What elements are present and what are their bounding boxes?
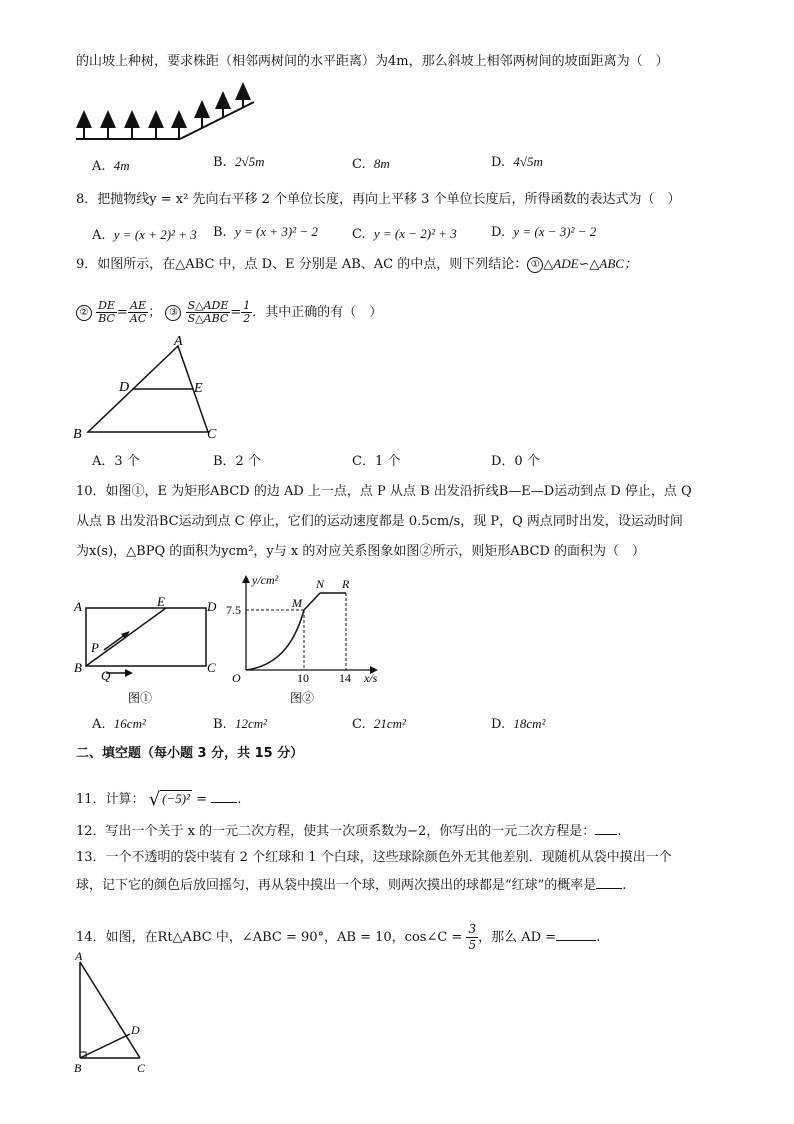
fig1-label-b: B (74, 660, 82, 675)
label-b: B (73, 427, 82, 442)
label-e: E (194, 381, 203, 396)
fig2-tick-7-5: 7.5 (226, 603, 241, 617)
fig1-label-a: A (74, 599, 82, 614)
fig1-label-c: C (207, 660, 216, 675)
q10-line3: 为x(s)，△BPQ 的面积为ycm²，y与 x 的对应关系图象如图②所示，则矩形ABCD 的面积为（ ） (76, 544, 646, 559)
fig1-label-d: D (207, 599, 217, 614)
q8-text: 8．把抛物线y = x² 先向右平移 2 个单位长度，再向上平移 3 个单位长度后，所得函数的表达式为（ ） (76, 192, 681, 207)
q9-option-b[interactable]: B．2 个 (213, 454, 261, 469)
q10-option-a[interactable]: A. 16cm² (92, 716, 146, 732)
q14-label-b: B (74, 1061, 82, 1075)
fig1-label-q: Q (101, 668, 111, 683)
q9-option-a[interactable]: A．3 个 (92, 454, 140, 469)
fig2-tick-10: 10 (297, 671, 309, 685)
label-a: A (174, 334, 183, 349)
fig1-caption: 图① (128, 691, 153, 705)
fig2-caption: 图② (290, 691, 315, 705)
q9-text: 9．如图所示，在△ABC 中，点 D、E 分别是 AB、AC 的中点，则下列结论： ① △ADE∽△ABC； (76, 256, 637, 272)
q13-answer-blank[interactable] (596, 874, 622, 889)
q7-option-d[interactable]: D. 4√5m (491, 154, 543, 170)
sqrt-symbol: √ (148, 789, 161, 810)
q10-option-b[interactable]: B. 12cm² (213, 716, 268, 732)
q10-option-c[interactable]: C. 21cm² (352, 716, 406, 732)
q9-c1-marker: ① (527, 257, 543, 273)
q13-line1: 13．一个不透明的袋中装有 2 个红球和 1 个白球，这些球除颜色外无其他差别．现随机从袋中摸出一个 (76, 850, 672, 865)
fig2-x-label: x/s (364, 671, 378, 685)
q7-text: 的山坡上种树，要求株距（相邻两树间的水平距离）为4m，那么斜坡上相邻两树间的坡面距离为（ ） (76, 54, 669, 69)
q14-triangle-figure (70, 948, 160, 1076)
q9-triangle-figure (70, 334, 230, 444)
fig1-label-e: E (157, 594, 165, 609)
q11-answer-blank[interactable] (211, 788, 237, 803)
q9-c3-marker: ③ (165, 305, 181, 321)
q9-c2-marker: ② (76, 305, 92, 321)
q8-option-b[interactable]: B. y = (x + 3)² − 2 (213, 224, 318, 240)
q9-option-c[interactable]: C．1 个 (352, 454, 401, 469)
q7-option-b[interactable]: B. 2√5m (213, 154, 265, 170)
q13-line2: 球，记下它的颜色后放回摇匀，再从袋中摸出一个球，则两次摸出的球都是“红球”的概率是 . (76, 874, 626, 896)
q14-answer-blank[interactable] (556, 926, 596, 941)
q8-option-c[interactable]: C. y = (x − 2)² + 3 (352, 226, 457, 242)
q8-option-a[interactable]: A. y = (x + 2)² + 3 (92, 227, 197, 243)
q7-option-a[interactable]: A. 4m (92, 158, 130, 174)
q12-answer-blank[interactable] (595, 820, 617, 835)
fig1-label-p: P (91, 640, 99, 655)
fig2-y-label: y/cm² (252, 573, 279, 587)
q9-conclusions: ② $\frac{DE}{BC}$ = $\frac{AE}{AC}$ ； ③ $\frac{\text{S△ADE}}{\text{S△ABC}}$ = $\frac{1}{2}$ ．其中正确的有（ ） (76, 300, 382, 325)
fig2-label-m: M (292, 596, 302, 610)
label-c: C (207, 427, 217, 442)
fig2-tick-14: 14 (339, 671, 351, 685)
q14-label-c: C (137, 1061, 146, 1075)
section-2-title: 二、填空题（每小题 3 分，共 15 分） (76, 746, 304, 761)
q10-graph-figure (226, 570, 386, 712)
q14-label-a: A (75, 949, 83, 963)
q10-option-d[interactable]: D. 18cm² (491, 716, 546, 732)
q11-expr: (−5)² (162, 791, 190, 806)
q10-rectangle-figure (70, 592, 230, 710)
q9-option-d[interactable]: D．0 个 (491, 454, 540, 469)
fig2-label-n: N (316, 577, 325, 591)
q14-line: 14．如图，在Rt△ABC 中，∠ABC = 90°，AB = 10，cos∠C = $\frac{3}{5}$ ，那么 AD = . (76, 922, 601, 952)
q12-line: 12．写出一个关于 x 的一元二次方程，使其一次项系数为−2，你写出的一元二次方程是： . (76, 820, 621, 842)
q14-label-d: D (131, 1023, 140, 1037)
label-d: D (119, 380, 130, 395)
tree-slope-figure (74, 82, 260, 142)
q7-option-c[interactable]: C. 8m (352, 156, 390, 172)
fig2-origin: O (232, 671, 241, 685)
q10-line1: 10．如图①，E 为矩形ABCD 的边 AD 上一点，点 P 从点 B 出发沿折线B—E—D运动到点 D 停止，点 Q (76, 484, 692, 499)
q10-line2: 从点 B 出发沿BC运动到点 C 停止，它们的运动速度都是 0.5cm/s，现 P，Q 两点同时出发，设运动时间 (76, 514, 683, 529)
q11-line: 11．计算： √ (−5)² = . (76, 789, 242, 810)
q8-option-d[interactable]: D. y = (x − 3)² − 2 (491, 224, 597, 240)
fig2-label-r: R (342, 577, 350, 591)
